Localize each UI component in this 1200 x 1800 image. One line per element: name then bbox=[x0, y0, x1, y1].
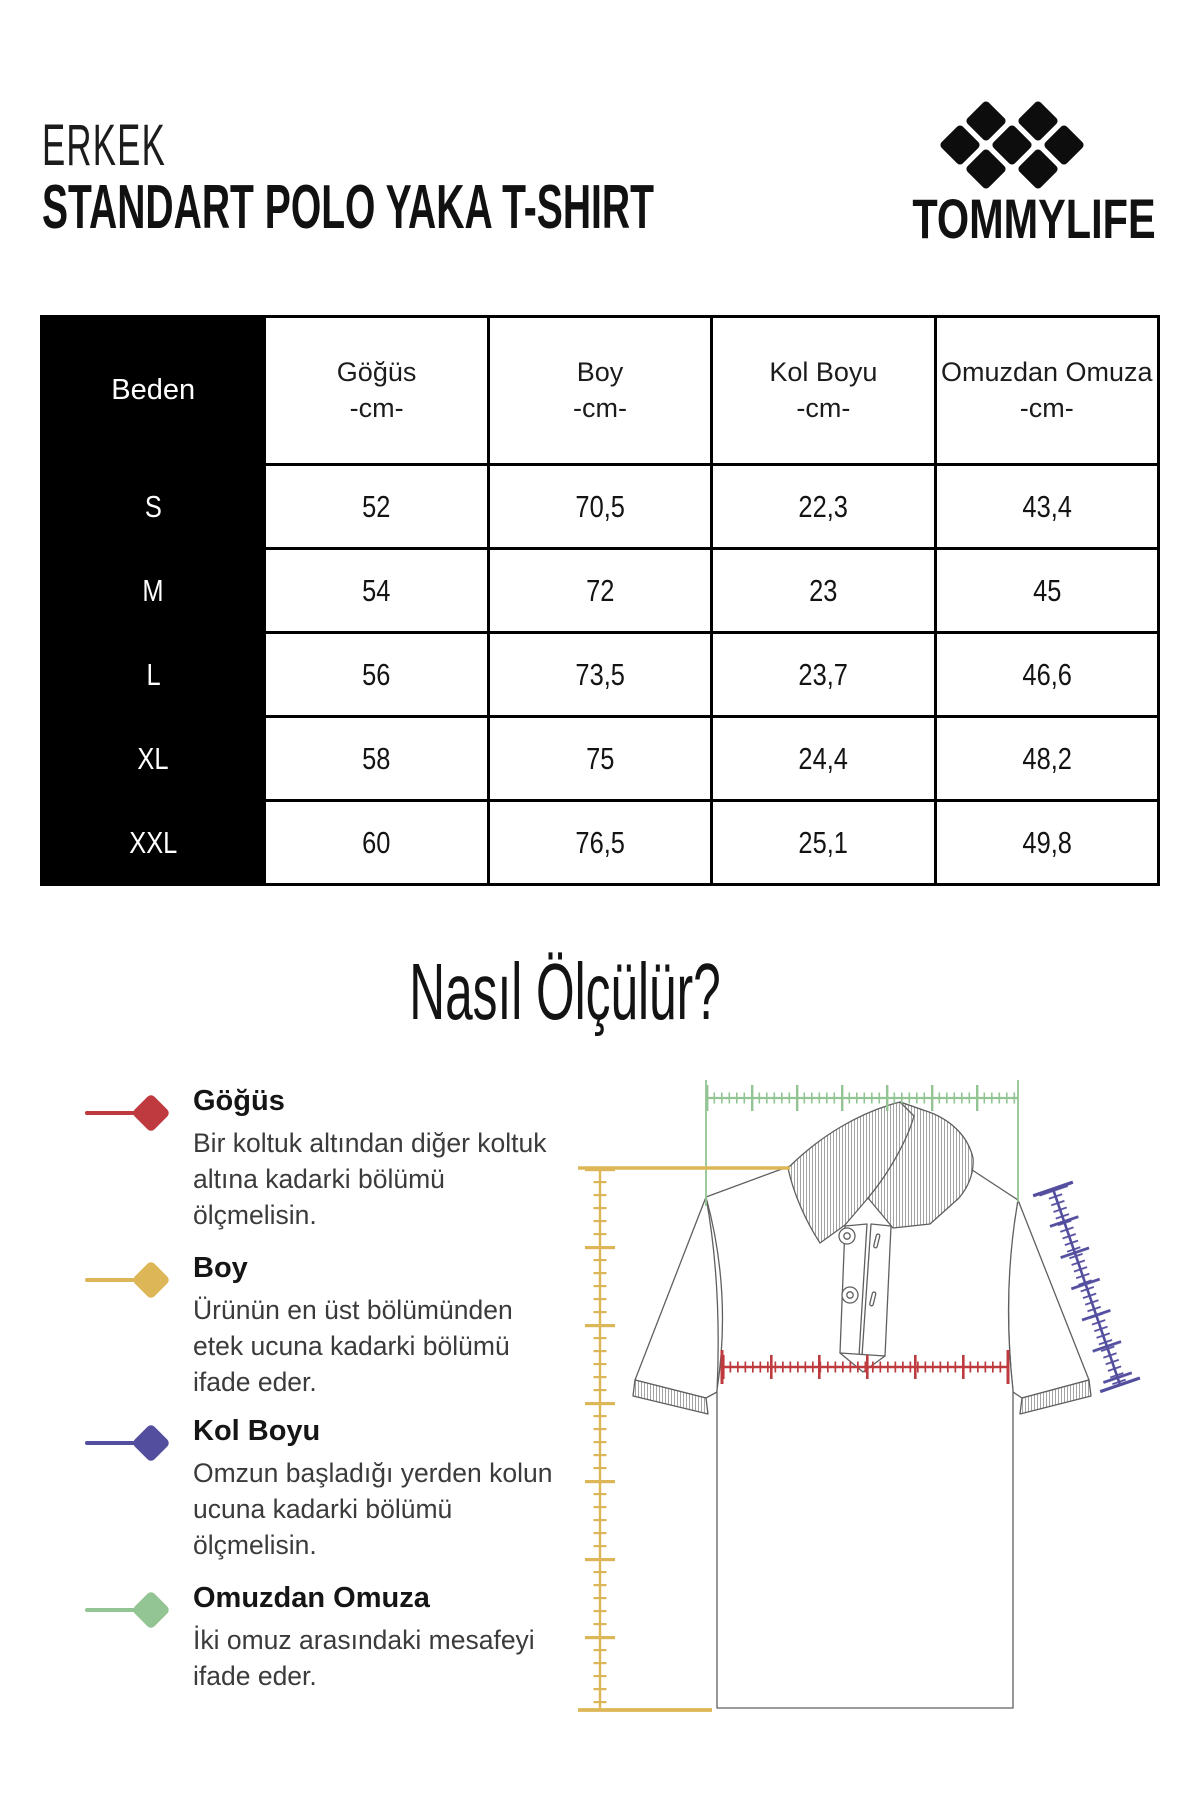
value-cell: 48,2 bbox=[935, 717, 1158, 801]
value-cell: 23,7 bbox=[712, 633, 935, 717]
col-label: Göğüs bbox=[336, 357, 417, 388]
col-header-kol-boyu bbox=[712, 317, 935, 465]
size-cell bbox=[42, 717, 265, 801]
legend-description: Bir koltuk altından diğer koltuk altına kadarki bölümü ölçmelisin. bbox=[193, 1128, 547, 1231]
size-cell bbox=[42, 465, 265, 549]
table-row-s bbox=[42, 465, 1159, 549]
size-value: S bbox=[144, 488, 162, 524]
button-icon bbox=[847, 1292, 853, 1298]
legend-diamond bbox=[131, 1423, 171, 1463]
polo-shirt-measure-diagram bbox=[500, 940, 1160, 1760]
legend-item-kol-boyu bbox=[85, 1415, 555, 1563]
chest-ruler bbox=[722, 1350, 1008, 1384]
legend-description: Omzun başladığı yerden kolun ucuna kadarki bölümü ölçmelisin. bbox=[193, 1458, 553, 1561]
legend-diamond bbox=[131, 1093, 171, 1133]
value-cell: 73,5 bbox=[488, 633, 711, 717]
value-cell: 58 bbox=[265, 717, 488, 801]
col-header-gogus bbox=[265, 317, 488, 465]
size-table-header-row bbox=[42, 317, 1159, 465]
button-icon bbox=[844, 1233, 850, 1239]
legend-description: İki omuz arasındaki mesafeyi ifade eder. bbox=[193, 1625, 535, 1692]
value-cell: 45 bbox=[935, 549, 1158, 633]
brand-name: TOMMYLIFE bbox=[912, 187, 1156, 250]
col-label: Kol Boyu bbox=[769, 357, 878, 388]
value-cell: 75 bbox=[488, 717, 711, 801]
value-cell: 22,3 bbox=[712, 465, 935, 549]
size-cell bbox=[42, 801, 265, 885]
measure-section-title: Nasıl Ölçülür? bbox=[409, 947, 721, 1036]
legend-title: Boy bbox=[193, 1252, 248, 1284]
legend-item-omuzdan-omuza bbox=[85, 1582, 555, 1694]
col-header-beden: Beden bbox=[42, 317, 265, 465]
table-row-xl bbox=[42, 717, 1159, 801]
value-cell: 76,5 bbox=[488, 801, 711, 885]
legend-item-boy bbox=[85, 1252, 555, 1400]
size-value: L bbox=[146, 656, 161, 692]
legend-diamond bbox=[131, 1260, 171, 1300]
col-unit: -cm- bbox=[796, 392, 851, 423]
size-cell bbox=[42, 549, 265, 633]
product-title: STANDART POLO YAKA T-SHIRT bbox=[42, 173, 654, 242]
value-cell: 60 bbox=[265, 801, 488, 885]
legend-item-gogus bbox=[85, 1085, 555, 1233]
size-value: XL bbox=[137, 740, 169, 776]
legend-description: Ürünün en üst bölümünden etek ucuna kadarki bölümü ifade eder. bbox=[193, 1295, 513, 1398]
value-cell: 46,6 bbox=[935, 633, 1158, 717]
size-value: M bbox=[142, 572, 164, 608]
tommylife-logo-icon bbox=[930, 93, 1094, 197]
col-unit: -cm- bbox=[1019, 392, 1074, 423]
shoulder-diamond-icon bbox=[85, 1590, 190, 1630]
legend-diamond bbox=[131, 1590, 171, 1630]
chest-diamond-icon bbox=[85, 1093, 190, 1133]
size-cell bbox=[42, 633, 265, 717]
value-cell: 43,4 bbox=[935, 465, 1158, 549]
value-cell: 70,5 bbox=[488, 465, 711, 549]
col-label: Omuzdan Omuza bbox=[940, 357, 1153, 388]
col-label: Boy bbox=[576, 357, 624, 388]
table-row-xxl bbox=[42, 801, 1159, 885]
value-cell: 49,8 bbox=[935, 801, 1158, 885]
value-cell: 72 bbox=[488, 549, 711, 633]
col-unit: -cm- bbox=[572, 392, 627, 423]
table-row-m bbox=[42, 549, 1159, 633]
value-cell: 25,1 bbox=[712, 801, 935, 885]
shirt-outline bbox=[633, 1102, 1091, 1708]
value-cell: 52 bbox=[265, 465, 488, 549]
value-cell: 24,4 bbox=[712, 717, 935, 801]
col-header-omuzdan-omuza bbox=[935, 317, 1158, 465]
legend-title: Göğüs bbox=[193, 1085, 285, 1117]
left-sleeve bbox=[635, 1197, 718, 1398]
table-row-l bbox=[42, 633, 1159, 717]
col-unit: -cm- bbox=[349, 392, 404, 423]
value-cell: 54 bbox=[265, 549, 488, 633]
value-cell: 56 bbox=[265, 633, 488, 717]
size-table bbox=[40, 315, 1160, 886]
product-category: ERKEK bbox=[42, 113, 166, 178]
sleeve-diamond-icon bbox=[85, 1423, 190, 1463]
legend-title: Omuzdan Omuza bbox=[193, 1582, 430, 1614]
value-cell: 23 bbox=[712, 549, 935, 633]
length-diamond-icon bbox=[85, 1260, 190, 1300]
col-header-boy bbox=[488, 317, 711, 465]
size-value: XXL bbox=[129, 824, 178, 860]
legend-title: Kol Boyu bbox=[193, 1415, 321, 1447]
